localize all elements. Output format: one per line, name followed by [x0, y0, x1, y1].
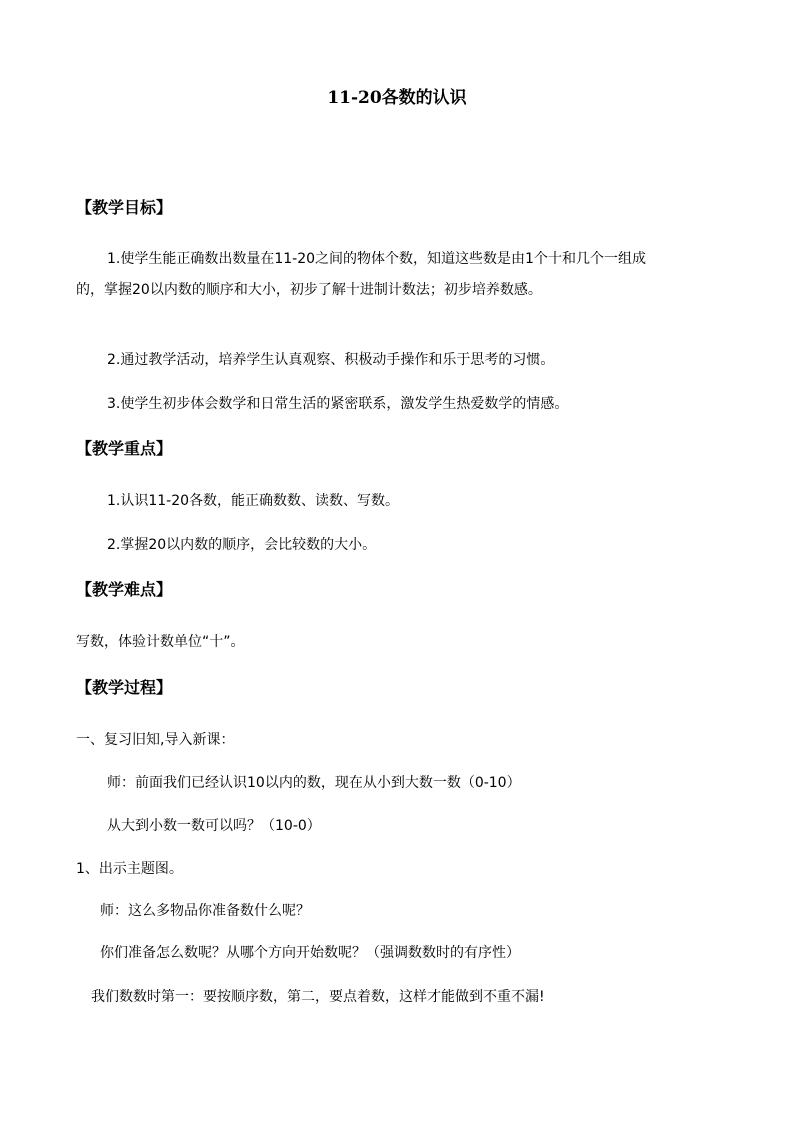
process-line-4: 1、出示主题图。	[76, 861, 183, 877]
objective-item-3: 3.使学生初步体会数学和日常生活的紧密联系，激发学生热爱数学的情感。	[107, 396, 569, 412]
process-line-5: 师：这么多物品你准备数什么呢？	[100, 903, 310, 919]
difficulties-heading: 【教学难点】	[76, 580, 173, 599]
objective-item-2: 2.通过教学活动，培养学生认真观察、积极动手操作和乐于思考的习惯。	[107, 352, 555, 368]
process-line-2: 师：前面我们已经认识10以内的数，现在从小到大数一数（0-10）	[107, 775, 521, 791]
process-line-7: 我们数数时第一：要按顺序数，第二，要点着数，这样才能做到不重不漏!	[91, 989, 545, 1005]
difficulties-text: 写数，体验计数单位“十”。	[76, 634, 245, 650]
process-line-6: 你们准备怎么数呢？从哪个方向开始数呢？（强调数数时的有序性）	[100, 945, 520, 961]
objective-item-1: 1.使学生能正确数出数量在11-20之间的物体个数，知道这些数是由1个十和几个一组成的，掌握20以内数的顺序和大小，初步了解十进制计数法；初步培养数感。	[76, 251, 646, 298]
process-line-3: 从大到小数一数可以吗？（10-0）	[107, 818, 321, 834]
document-title: 11-20各数的认识	[327, 88, 467, 108]
key-point-item-2: 2.掌握20以内数的顺序，会比较数的大小。	[107, 537, 377, 553]
objectives-heading: 【教学目标】	[76, 198, 173, 217]
key-points-heading: 【教学重点】	[76, 439, 173, 458]
process-heading: 【教学过程】	[76, 678, 173, 697]
process-line-1: 一、复习旧知,导入新课：	[76, 732, 235, 748]
key-point-item-1: 1.认识11-20各数，能正确数数、读数、写数。	[107, 493, 400, 509]
